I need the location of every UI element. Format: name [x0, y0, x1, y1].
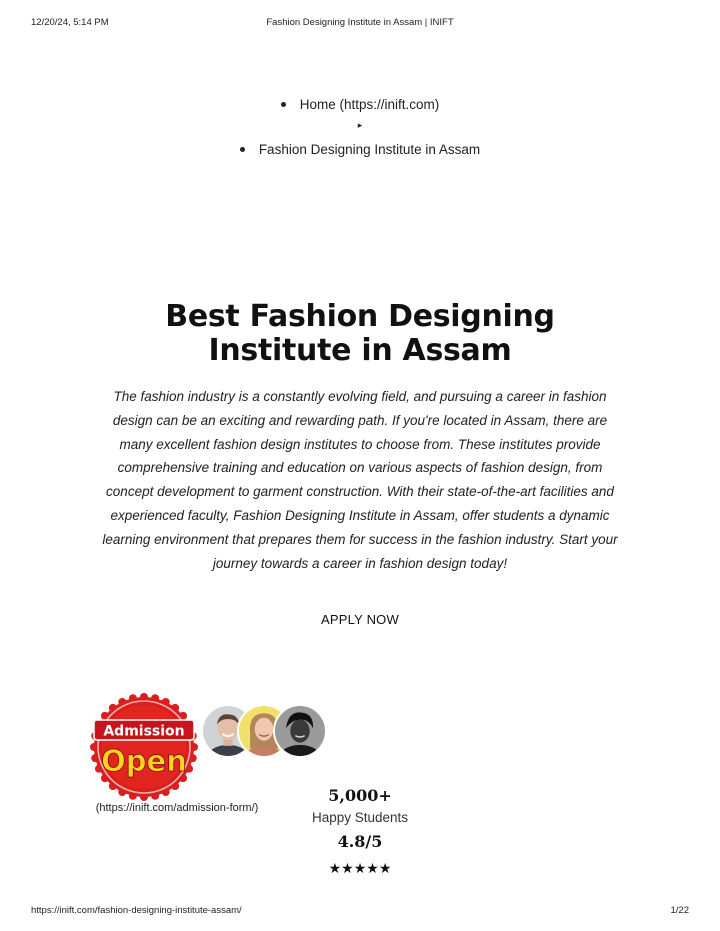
- print-url: https://inift.com/fashion-designing-institute-assam/: [31, 905, 242, 916]
- admission-form-link[interactable]: (https://inift.com/admission-form/): [95, 802, 259, 814]
- print-header: [0, 17, 720, 31]
- star-rating-icon: ★★★★★: [328, 861, 392, 877]
- admission-seal-icon: [90, 693, 198, 801]
- print-doc-title: Fashion Designing Institute in Assam | INIFT: [266, 17, 454, 28]
- bullet-icon: [281, 102, 286, 107]
- breadcrumb-item-current: [0, 142, 720, 157]
- page-title: Best Fashion Designing Institute in Assam: [165, 299, 555, 368]
- breadcrumb-separator-icon: ▸: [357, 120, 363, 130]
- print-datetime: 12/20/24, 5:14 PM: [31, 17, 109, 28]
- admission-open-badge[interactable]: [90, 693, 198, 801]
- breadcrumb-item-home[interactable]: [0, 97, 720, 112]
- badge-line1: Admission: [103, 723, 185, 740]
- avatar-student-3: [273, 704, 327, 758]
- breadcrumb-home-label[interactable]: Home (https://inift.com): [299, 97, 440, 112]
- badge-line2: Open: [101, 744, 187, 778]
- print-page-number: 1/22: [670, 905, 689, 916]
- hero-description: The fashion industry is a constantly evolving field, and pursuing a career in fashion design can be an exciting and rewarding path. If you're located in Assam, there are many excellent fashion design institutes to choose from. These institutes provide comprehensive training and education on various aspects of fashion design, from concept development to garment construction. With their state-of-the-art facilities and experienced faculty, Fashion Designing Institute in Assam, offer students a dynamic learning environment that prepares them for success in the fashion industry. Start your journey towards a career in fashion design today!: [102, 389, 618, 571]
- breadcrumb-current-label: Fashion Designing Institute in Assam: [258, 142, 481, 157]
- students-count: 5,000+: [328, 786, 392, 805]
- bullet-icon: [240, 147, 245, 152]
- student-avatars: [201, 704, 321, 760]
- students-label: Happy Students: [311, 810, 409, 825]
- rating-value: 4.8/5: [337, 832, 383, 851]
- apply-now-button[interactable]: APPLY NOW: [321, 612, 399, 627]
